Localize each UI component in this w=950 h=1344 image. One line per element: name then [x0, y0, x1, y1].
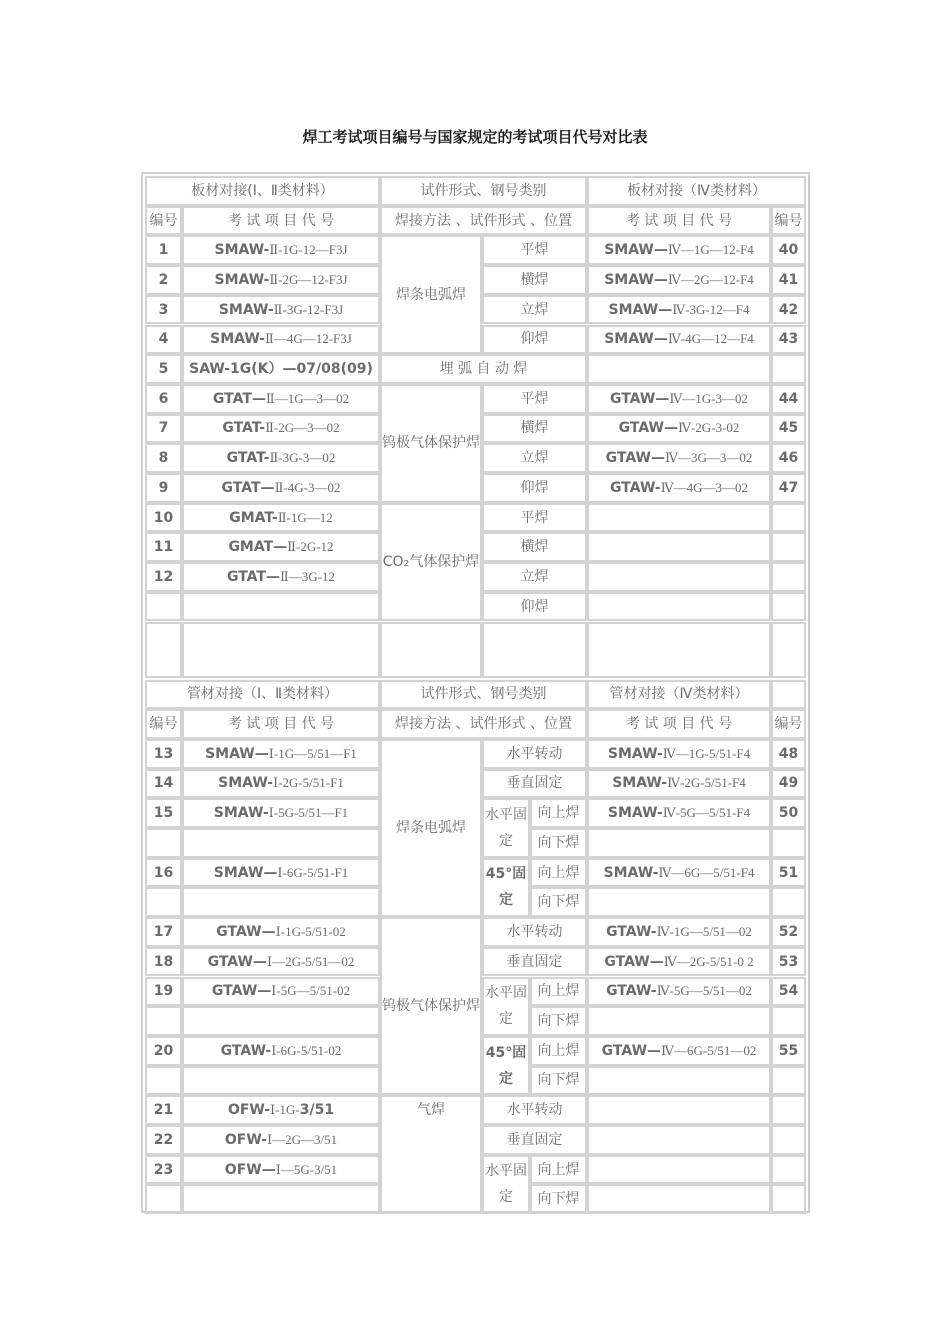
row-number: 3: [145, 295, 182, 325]
code-suffix: Ⅳ-4G—12—F4: [667, 331, 754, 347]
position-horizontal-rotate: 水平转动: [482, 917, 587, 947]
section1-right-header: 板材对接（Ⅳ类材料）: [587, 176, 806, 206]
page-title: 焊工考试项目编号与国家规定的考试项目代号对比表: [302, 128, 648, 146]
exam-code: [182, 1125, 380, 1155]
row-number: 4: [145, 325, 182, 355]
col-header-method: 焊接方法 、试件形式 、位置: [380, 206, 587, 236]
exam-code: [182, 769, 380, 799]
position-horizontal-fixed: 水平固定: [482, 1155, 530, 1214]
row-number: 22: [145, 1125, 182, 1155]
empty-cell: [771, 1184, 806, 1214]
row-number: 10: [145, 503, 182, 533]
code-suffix: Ⅳ—1G—12-F4: [667, 242, 754, 258]
code-prefix: SMAW-: [612, 775, 668, 792]
code-suffix: Ⅰ-6G-5/51-F1: [277, 864, 349, 880]
position-downhill: 向下焊: [530, 828, 587, 858]
code-suffix: Ⅳ—6G-5/51—02: [661, 1042, 757, 1058]
position-label: 平焊: [482, 235, 587, 265]
position-uphill: 向上焊: [530, 1036, 587, 1066]
position-horizontal-rotate: 水平转动: [482, 739, 587, 769]
code-suffix: Ⅱ—3G-12: [279, 568, 336, 584]
code-prefix: GTAT—: [221, 479, 275, 496]
exam-code-right: [587, 384, 771, 414]
code-suffix: Ⅱ-4G-3—02: [274, 479, 341, 495]
exam-code: [182, 384, 380, 414]
row-number-right: [771, 503, 806, 533]
code-suffix: Ⅱ—4G—12-F3J: [265, 331, 352, 347]
code-suffix: Ⅳ—2G—12-F4: [667, 271, 754, 287]
position-vertical-fixed: 垂直固定: [482, 1125, 587, 1155]
exam-code-right-empty: [587, 503, 771, 533]
code-suffix: Ⅳ—3G—3—02: [664, 450, 753, 466]
exam-code: [182, 265, 380, 295]
row-number-right: [771, 532, 806, 562]
method-smaw: 焊条电弧焊: [380, 235, 482, 354]
method-gtaw: 钨极气体保护焊: [380, 917, 482, 1095]
code-prefix: GTAW—: [601, 1042, 662, 1059]
exam-code: [182, 414, 380, 444]
position-vertical-fixed: 垂直固定: [482, 769, 587, 799]
exam-code: [182, 235, 380, 265]
row-number: 5: [145, 354, 182, 384]
spacer-cell: [587, 622, 771, 678]
position-label: 横焊: [482, 414, 587, 444]
empty-cell: [771, 828, 806, 858]
code-prefix: GTAT-: [222, 420, 266, 437]
code-suffix: Ⅰ-5G-5/51—F1: [268, 805, 349, 821]
empty-cell: [182, 1184, 380, 1214]
empty-cell: [182, 828, 380, 858]
code-prefix: GTAW-: [606, 983, 657, 1000]
row-number-right: 52: [771, 917, 806, 947]
position-45deg-fixed: 45°固定: [482, 1036, 530, 1095]
exam-code: [182, 295, 380, 325]
code-prefix: OFW-: [227, 1102, 271, 1119]
position-downhill: 向下焊: [530, 1066, 587, 1096]
code-prefix: OFW—: [224, 1161, 276, 1178]
empty-cell: [145, 828, 182, 858]
empty-cell: [587, 592, 771, 622]
exam-code: [182, 532, 380, 562]
col-header-no: 编号: [145, 206, 182, 236]
col-header-code: 考 试 项 目 代 号: [182, 709, 380, 739]
code-prefix: GTAW—: [618, 420, 678, 437]
code-prefix: SMAW—: [604, 331, 668, 348]
method-ofw: 气焊: [380, 1095, 482, 1214]
empty-cell: [182, 887, 380, 917]
code-suffix: Ⅳ—1G-3—02: [669, 390, 749, 406]
position-horizontal-fixed: 水平固定: [482, 977, 530, 1036]
empty-cell: [587, 1066, 771, 1096]
code-prefix: GTAW—: [605, 450, 665, 467]
code-suffix: Ⅳ—1G-5/51-F4: [662, 745, 751, 761]
empty-cell: [182, 1066, 380, 1096]
code-suffix: Ⅱ-2G-12: [287, 539, 334, 555]
code-prefix: SMAW-: [607, 805, 663, 822]
position-label: 平焊: [482, 503, 587, 533]
section2-mid-header: 试件形式、钢号类别: [380, 680, 587, 710]
code-prefix: GTAT—: [226, 568, 280, 585]
empty-cell: [182, 1006, 380, 1036]
empty-cell: [771, 887, 806, 917]
code-suffix: Ⅳ—4G—3—02: [660, 479, 748, 495]
code-suffix: Ⅱ-1G—12: [277, 509, 333, 525]
exam-code-right-empty: [587, 562, 771, 592]
empty-cell: [771, 1006, 806, 1036]
code-prefix: SMAW-: [213, 805, 269, 822]
exam-code: [182, 473, 380, 503]
code-prefix: GMAT—: [228, 539, 288, 556]
position-uphill: 向上焊: [530, 798, 587, 828]
row-number: 16: [145, 858, 182, 888]
spacer-cell: [145, 622, 182, 678]
section2-right-header: 管材对接（Ⅳ类材料）: [587, 680, 771, 710]
method-smaw: 焊条电弧焊: [380, 739, 482, 917]
exam-code-right: [587, 858, 771, 888]
row-number: 6: [145, 384, 182, 414]
exam-code: [182, 1036, 380, 1066]
row-number-right: [771, 562, 806, 592]
exam-code-right: [587, 917, 771, 947]
exam-code-right-empty: [587, 354, 771, 384]
code-prefix: SMAW-: [214, 271, 270, 288]
code-prefix: GTAT-: [226, 450, 270, 467]
exam-code: [182, 977, 380, 1007]
row-number-right: 48: [771, 739, 806, 769]
row-number-right: 53: [771, 947, 806, 977]
exam-code: [182, 858, 380, 888]
exam-code-right: [587, 443, 771, 473]
row-number: 11: [145, 532, 182, 562]
row-number-right: 54: [771, 977, 806, 1007]
row-number-right: 49: [771, 769, 806, 799]
method-co2: CO₂气体保护焊: [380, 503, 482, 622]
empty-cell: [771, 1066, 806, 1096]
exam-code-right: [587, 769, 771, 799]
exam-code-right: [587, 295, 771, 325]
section1-mid-header: 试件形式、钢号类别: [380, 176, 587, 206]
row-number: 20: [145, 1036, 182, 1066]
exam-code-right: [587, 1036, 771, 1066]
position-horizontal-fixed: 水平固定: [482, 798, 530, 857]
col-header-method: 焊接方法 、试件形式 、位置: [380, 709, 587, 739]
row-number-right: 51: [771, 858, 806, 888]
row-number: 7: [145, 414, 182, 444]
exam-code: [182, 503, 380, 533]
row-number: 19: [145, 977, 182, 1007]
position-downhill: 向下焊: [530, 1184, 587, 1214]
position-45deg-fixed: 45°固定: [482, 858, 530, 917]
exam-code: SAW-1G(K）—07/08(09): [182, 354, 380, 384]
empty-cell: [587, 1184, 771, 1214]
spacer-cell: [771, 622, 806, 678]
code-suffix: Ⅰ—2G-5/51—02: [266, 953, 355, 969]
empty-cell: [182, 592, 380, 622]
empty-cell: [587, 828, 771, 858]
code-suffix: Ⅰ-2G-5/51-F1: [273, 775, 344, 791]
exam-code-right-empty: [587, 1095, 771, 1125]
code-prefix: SMAW-: [607, 745, 663, 762]
row-number: 12: [145, 562, 182, 592]
row-number-right: 55: [771, 1036, 806, 1066]
row-number: 1: [145, 235, 182, 265]
exam-code: [182, 562, 380, 592]
col-header-no-right: 编号: [771, 206, 806, 236]
code-prefix: SMAW-: [218, 301, 274, 318]
code-prefix: SMAW-: [218, 775, 273, 792]
code-prefix: SMAW—: [205, 745, 269, 762]
exam-code: [182, 917, 380, 947]
section2-left-header: 管材对接（Ⅰ、Ⅱ类材料）: [145, 680, 380, 710]
code-suffix: Ⅱ-2G—12-F3J: [269, 271, 348, 287]
position-label: 平焊: [482, 384, 587, 414]
row-number: 13: [145, 739, 182, 769]
code-prefix: GTAW-: [610, 479, 661, 496]
code-suffix: Ⅱ-2G—3—02: [265, 420, 340, 436]
row-number: 9: [145, 473, 182, 503]
exam-code: [182, 739, 380, 769]
spacer-cell: [380, 622, 482, 678]
code-prefix: SMAW—: [213, 864, 278, 881]
code-prefix: GTAW-: [606, 923, 657, 940]
row-number-right: [771, 354, 806, 384]
col-header-no-right: 编号: [771, 709, 806, 739]
empty-cell: [145, 1184, 182, 1214]
row-number-right: [771, 1125, 806, 1155]
col-header-code-right: 考 试 项 目 代 号: [587, 206, 771, 236]
exam-code: [182, 1155, 380, 1185]
row-number: 8: [145, 443, 182, 473]
row-number-right: [771, 1155, 806, 1185]
row-number: 23: [145, 1155, 182, 1185]
section1-left-header: 板材对接(Ⅰ、Ⅱ类材料）: [145, 176, 380, 206]
code-suffix: Ⅰ-1G-: [270, 1102, 300, 1118]
row-number: 2: [145, 265, 182, 295]
code-prefix: GTAT—: [212, 390, 266, 407]
exam-code-right: [587, 325, 771, 355]
empty-cell: [587, 1006, 771, 1036]
position-uphill: 向上焊: [530, 1155, 587, 1185]
empty-cell: [145, 1066, 182, 1096]
exam-code-right: [587, 947, 771, 977]
row-number-right: 42: [771, 295, 806, 325]
code-prefix: GTAW—: [609, 390, 670, 407]
row-number: 14: [145, 769, 182, 799]
code-prefix: GTAW-: [220, 1042, 272, 1059]
position-label: 立焊: [482, 295, 587, 325]
empty-cell: [771, 680, 806, 710]
position-label: 横焊: [482, 265, 587, 295]
row-number: 21: [145, 1095, 182, 1125]
position-label: 立焊: [482, 443, 587, 473]
code-prefix: GMAT-: [229, 509, 278, 526]
position-downhill: 向下焊: [530, 1006, 587, 1036]
code-suffix: Ⅱ-3G-12-F3J: [273, 301, 344, 317]
code-suffix: Ⅰ-1G—5/51—F1: [268, 745, 357, 761]
row-number-right: 45: [771, 414, 806, 444]
row-number-right: 40: [771, 235, 806, 265]
code-suffix: Ⅳ-1G—5/51—02: [656, 923, 752, 939]
method-saw: 埋 弧 自 动 焊: [380, 354, 587, 384]
code-prefix: OFW-: [224, 1131, 267, 1148]
code-suffix: Ⅱ—1G—3—02: [265, 390, 350, 406]
row-number-right: 50: [771, 798, 806, 828]
code-prefix: SMAW-: [210, 331, 265, 348]
row-number: 18: [145, 947, 182, 977]
code-suffix: Ⅳ—6G—5/51-F4: [658, 864, 755, 880]
exam-code: [182, 798, 380, 828]
exam-code-right: [587, 739, 771, 769]
col-header-no: 编号: [145, 709, 182, 739]
empty-cell: [771, 592, 806, 622]
position-uphill: 向上焊: [530, 858, 587, 888]
exam-code-right-empty: [587, 1155, 771, 1185]
position-uphill: 向上焊: [530, 977, 587, 1007]
code-prefix: SMAW—: [604, 271, 668, 288]
exam-code: [182, 947, 380, 977]
position-label: 横焊: [482, 532, 587, 562]
code-suffix: Ⅳ-2G-3-02: [677, 420, 740, 436]
spacer-cell: [482, 622, 587, 678]
method-gtaw: 钨极气体保护焊: [380, 384, 482, 503]
spacer-cell: [182, 622, 380, 678]
col-header-code: 考 试 项 目 代 号: [182, 206, 380, 236]
code-suffix: Ⅱ-3G-3—02: [269, 450, 336, 466]
empty-cell: [145, 1006, 182, 1036]
exam-code-right-empty: [587, 532, 771, 562]
exam-code-right: [587, 414, 771, 444]
exam-code-right: [587, 798, 771, 828]
row-number-right: 41: [771, 265, 806, 295]
code-suffix: Ⅱ-1G-12—F3J: [269, 242, 348, 258]
exam-code-right: [587, 235, 771, 265]
row-number: 15: [145, 798, 182, 828]
exam-code: [182, 325, 380, 355]
position-label: 立焊: [482, 562, 587, 592]
code-suffix: Ⅰ-5G—5/51-02: [271, 983, 351, 999]
code-prefix: SMAW-: [603, 864, 659, 881]
exam-code: [182, 443, 380, 473]
row-number-right: [771, 1095, 806, 1125]
code-suffix: Ⅰ-6G-5/51-02: [271, 1042, 342, 1058]
code-suffix: Ⅰ—5G-3/51: [275, 1161, 338, 1177]
code-suffix: Ⅳ-2G-5/51-F4: [667, 775, 746, 791]
position-label: 仰焊: [482, 473, 587, 503]
position-horizontal-rotate: 水平转动: [482, 1095, 587, 1125]
code-prefix: GTAW—: [207, 953, 267, 970]
exam-code-right-empty: [587, 1125, 771, 1155]
code-suffix: Ⅳ-5G—5/51-F4: [662, 805, 751, 821]
code-suffix: Ⅰ-1G-5/51-02: [275, 923, 346, 939]
code-prefix: SMAW—: [604, 242, 668, 259]
code-prefix: GTAW—: [211, 983, 272, 1000]
code-tail: 3/51: [299, 1102, 335, 1119]
exam-code-right: [587, 473, 771, 503]
empty-cell: [145, 592, 182, 622]
row-number-right: 46: [771, 443, 806, 473]
code-prefix: SMAW-: [214, 242, 270, 259]
code-suffix: Ⅳ-5G—5/51—02: [656, 983, 752, 999]
position-vertical-fixed: 垂直固定: [482, 947, 587, 977]
exam-code-right: [587, 265, 771, 295]
code-prefix: GTAW—: [216, 923, 276, 940]
row-number-right: 47: [771, 473, 806, 503]
row-number: 17: [145, 917, 182, 947]
position-label: 仰焊: [482, 592, 587, 622]
code-suffix: Ⅰ—2G—3/51: [266, 1131, 338, 1147]
row-number-right: 44: [771, 384, 806, 414]
code-suffix: Ⅳ—2G-5/51-0 2: [663, 953, 754, 969]
exam-code-right: [587, 977, 771, 1007]
position-downhill: 向下焊: [530, 887, 587, 917]
empty-cell: [145, 887, 182, 917]
code-suffix: Ⅳ-3G-12—F4: [672, 301, 750, 317]
exam-code: [182, 1095, 380, 1125]
empty-cell: [587, 887, 771, 917]
code-prefix: GTAW—: [604, 953, 664, 970]
code-prefix: SMAW—: [608, 301, 673, 318]
col-header-code-right: 考 试 项 目 代 号: [587, 709, 771, 739]
position-label: 仰焊: [482, 325, 587, 355]
row-number-right: 43: [771, 325, 806, 355]
